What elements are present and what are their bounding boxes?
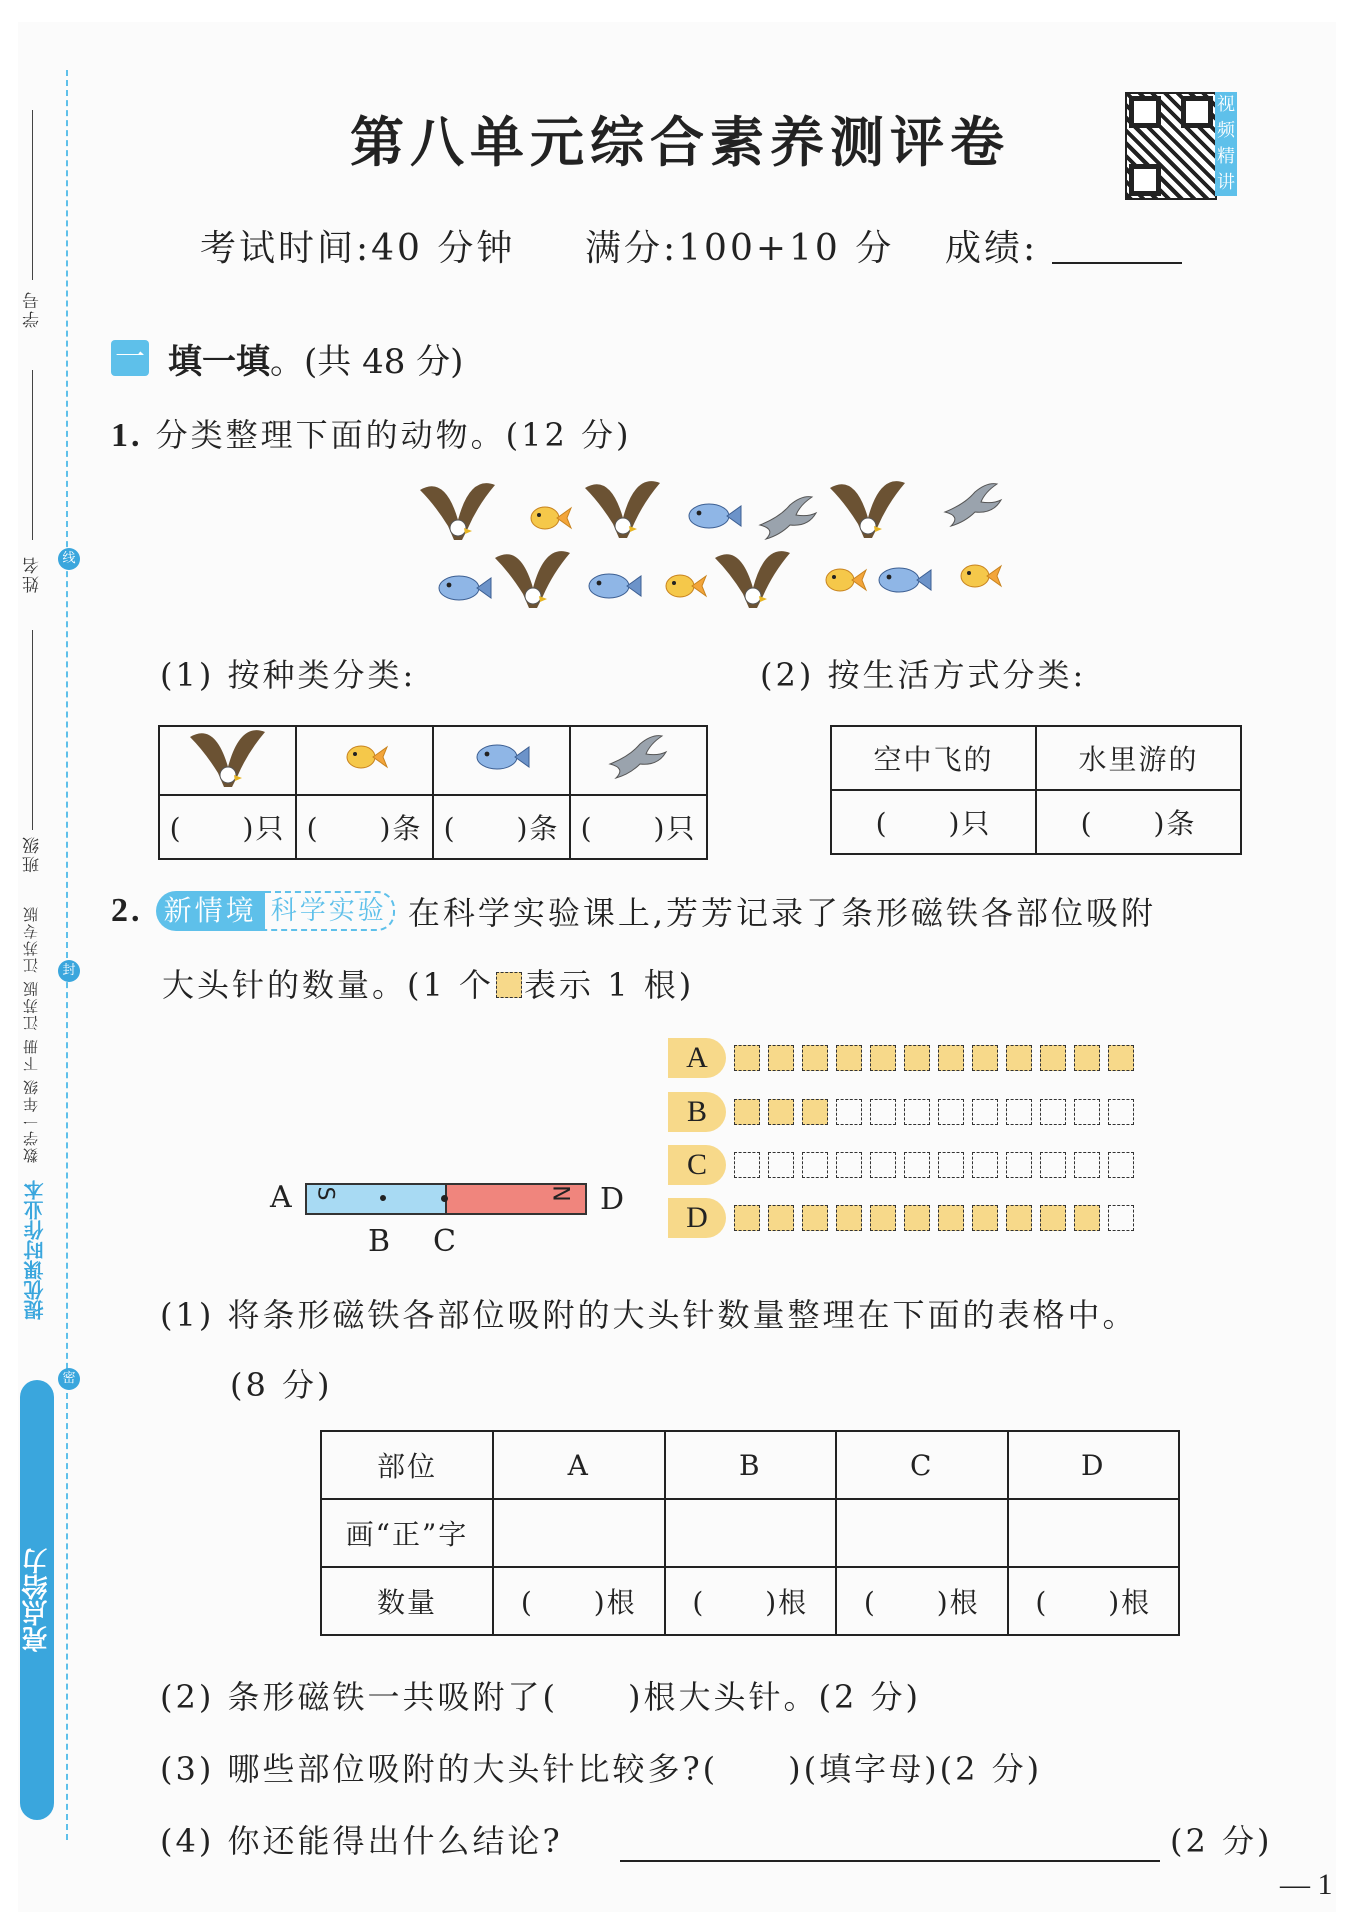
q2-sub4: (4) 你还能得出什么结论? <box>160 1822 563 1860</box>
quantity-cell-d[interactable]: ( )根 <box>1008 1567 1180 1635</box>
pin-square-empty <box>904 1099 930 1125</box>
pin-square-empty <box>870 1099 896 1125</box>
tally-cell-d[interactable] <box>1008 1499 1180 1567</box>
pin-square-filled <box>1040 1045 1066 1071</box>
goldfish-icon <box>531 507 571 529</box>
exam-time: 考试时间:40 分钟 <box>200 228 516 269</box>
eagle-icon <box>715 551 790 608</box>
pin-square-filled <box>1006 1205 1032 1231</box>
eagle-icon <box>190 730 265 787</box>
pin-square-filled <box>904 1045 930 1071</box>
animals-picture <box>400 470 1020 620</box>
pin-row-a <box>668 1038 1142 1078</box>
magnet-label-d: D <box>600 1182 625 1217</box>
pin-square-empty <box>1108 1099 1134 1125</box>
edition-label: 数学一年级 下册 江苏版 江苏专版 <box>22 905 40 1164</box>
q1-sub1: (1) 按种类分类: <box>160 656 417 694</box>
flying-count-cell[interactable]: ( )只 <box>831 790 1036 854</box>
goldfish-count-cell[interactable]: ( )条 <box>296 795 433 859</box>
score-blank[interactable] <box>1052 262 1182 264</box>
pin-square-filled <box>1006 1045 1032 1071</box>
pin-square-filled <box>768 1045 794 1071</box>
swallow-icon <box>760 497 816 539</box>
magnet-label-a: A <box>270 1180 292 1215</box>
header-c: C <box>836 1431 1008 1499</box>
blue-fish-icon <box>879 568 931 592</box>
blue-fish-header <box>433 726 570 795</box>
quantity-cell-c[interactable]: ( )根 <box>836 1567 1008 1635</box>
eagle-count-cell[interactable]: ( )只 <box>159 795 296 859</box>
brand-logo: 亮点给力 <box>20 1380 54 1820</box>
pin-square-filled <box>904 1205 930 1231</box>
pin-square-filled <box>734 1205 760 1231</box>
magnet-table <box>320 1430 1180 1636</box>
pin-square-filled <box>972 1045 998 1071</box>
pin-square-empty <box>734 1152 760 1178</box>
cut-marker-seal: 封 <box>58 960 80 982</box>
quantity-cell-b[interactable]: ( )根 <box>665 1567 837 1635</box>
eagle-icon <box>495 551 570 608</box>
q2-sub1: (1) 将条形磁铁各部位吸附的大头针数量整理在下面的表格中。 <box>160 1296 1138 1334</box>
eagle-header <box>159 726 296 795</box>
pin-square-filled <box>870 1045 896 1071</box>
student-id-label: 学号 <box>23 290 43 328</box>
tally-cell-b[interactable] <box>665 1499 837 1567</box>
eagle-icon <box>585 481 660 538</box>
header-d: D <box>1008 1431 1180 1499</box>
swallow-header <box>570 726 707 795</box>
pin-square-filled <box>938 1205 964 1231</box>
science-tag: 科学实验 <box>265 891 395 931</box>
qr-code[interactable] <box>1125 92 1217 200</box>
pin-row-label: B <box>668 1092 726 1132</box>
swallow-icon <box>610 736 666 778</box>
pin-square-filled <box>1074 1045 1100 1071</box>
pin-square-filled <box>836 1045 862 1071</box>
score-label: 成绩: <box>945 228 1039 269</box>
blue-fish-icon <box>477 745 529 769</box>
magnet-label-c: C <box>433 1224 456 1259</box>
pin-square-filled <box>802 1099 828 1125</box>
eagle-icon <box>420 483 495 540</box>
pin-square-empty <box>938 1152 964 1178</box>
pin-square-filled <box>1040 1205 1066 1231</box>
pin-square-filled <box>870 1205 896 1231</box>
flying-header: 空中飞的 <box>831 726 1036 790</box>
pin-square-empty <box>972 1099 998 1125</box>
pin-square-filled <box>1074 1205 1100 1231</box>
goldfish-header <box>296 726 433 795</box>
species-table <box>158 725 708 860</box>
magnet-n-letter: N <box>547 1185 573 1202</box>
pin-square-empty <box>768 1152 794 1178</box>
eagle-icon <box>830 481 905 538</box>
goldfish-icon <box>961 565 1001 587</box>
goldfish-icon <box>666 575 706 597</box>
tally-cell-a[interactable] <box>493 1499 665 1567</box>
question-1: 1. 分类整理下面的动物。(12 分) <box>111 416 632 454</box>
student-id-line <box>32 110 33 280</box>
pin-square-empty <box>1040 1099 1066 1125</box>
blue-fish-icon <box>689 504 741 528</box>
quantity-label: 数量 <box>321 1567 493 1635</box>
question-2-line2: 大头针的数量。(1 个 表示 1 根) <box>162 966 695 1004</box>
class-label: 班级 <box>23 835 43 873</box>
pin-square-filled <box>768 1099 794 1125</box>
goldfish-icon <box>347 746 387 768</box>
pin-row-label: D <box>668 1198 726 1238</box>
name-line <box>32 370 33 540</box>
pin-square-filled <box>768 1205 794 1231</box>
pin-square-empty <box>938 1099 964 1125</box>
name-label: 姓名 <box>23 555 43 593</box>
pin-square-empty <box>1040 1152 1066 1178</box>
pin-square-empty <box>836 1099 862 1125</box>
pin-square-empty <box>802 1152 828 1178</box>
pin-square-empty <box>1074 1099 1100 1125</box>
swimming-count-cell[interactable]: ( )条 <box>1036 790 1241 854</box>
pin-square-empty <box>904 1152 930 1178</box>
section-heading: 填一填。(共 48 分) <box>168 342 464 382</box>
pin-square-empty <box>1074 1152 1100 1178</box>
header-a: A <box>493 1431 665 1499</box>
pin-row-d <box>668 1198 1142 1238</box>
blue-fish-icon <box>589 574 641 598</box>
pin-square-empty <box>972 1152 998 1178</box>
page-number: — 1 <box>1280 1868 1333 1901</box>
blue-fish-count-cell[interactable]: ( )条 <box>433 795 570 859</box>
pin-square-empty <box>870 1152 896 1178</box>
pin-square-empty <box>1006 1099 1032 1125</box>
lifestyle-table <box>830 725 1242 855</box>
class-line <box>32 630 33 830</box>
question-2: 2. 新情境 科学实验 在科学实验课上,芳芳记录了条形磁铁各部位吸附 <box>111 892 1157 932</box>
point-c-dot <box>441 1195 448 1202</box>
swimming-header: 水里游的 <box>1036 726 1241 790</box>
pin-square-filled <box>734 1045 760 1071</box>
pin-square-filled <box>938 1045 964 1071</box>
q2-sub4-points: (2 分) <box>1170 1822 1273 1860</box>
pin-square-filled <box>802 1045 828 1071</box>
tally-cell-c[interactable] <box>836 1499 1008 1567</box>
q1-sub2: (2) 按生活方式分类: <box>760 656 1087 694</box>
q2-sub1-points: (8 分) <box>230 1366 333 1404</box>
point-b-dot <box>380 1195 386 1201</box>
magnet-s-letter: S <box>312 1186 338 1201</box>
pin-square-empty <box>1108 1152 1134 1178</box>
pin-square-filled <box>734 1099 760 1125</box>
tally-label: 画“正”字 <box>321 1499 493 1567</box>
quantity-cell-a[interactable]: ( )根 <box>493 1567 665 1635</box>
magnet-label-b: B <box>368 1224 391 1259</box>
new-context-tag: 新情境 <box>156 891 265 931</box>
pin-square-filled <box>836 1205 862 1231</box>
cut-marker-line: 线 <box>58 548 80 570</box>
pin-square-filled <box>802 1205 828 1231</box>
header-b: B <box>665 1431 837 1499</box>
conclusion-blank[interactable] <box>620 1860 1160 1862</box>
cut-line <box>66 70 68 1840</box>
qr-video-tag[interactable]: 视频精讲 <box>1215 92 1237 196</box>
q2-sub3: (3) 哪些部位吸附的大头针比较多?( )(填字母)(2 分) <box>160 1750 1043 1788</box>
pin-square-empty <box>1006 1152 1032 1178</box>
pin-square-filled <box>1108 1045 1134 1071</box>
pin-row-label: A <box>668 1038 726 1078</box>
pin-row-b <box>668 1092 1142 1132</box>
blue-fish-icon <box>439 576 491 600</box>
q2-sub2: (2) 条形磁铁一共吸附了( )根大头针。(2 分) <box>160 1678 921 1716</box>
full-score: 满分:100+10 分 <box>585 228 895 269</box>
pin-row-c <box>668 1145 1142 1185</box>
goldfish-icon <box>826 569 866 591</box>
page-title: 第八单元综合素养测评卷 <box>350 110 1010 174</box>
part-header: 部位 <box>321 1431 493 1499</box>
cut-marker-secret: 密 <box>58 1368 80 1390</box>
swallow-count-cell[interactable]: ( )只 <box>570 795 707 859</box>
pin-square-empty <box>1108 1205 1134 1231</box>
pin-square-filled <box>972 1205 998 1231</box>
swallow-icon <box>945 484 1001 526</box>
pin-square-empty <box>836 1152 862 1178</box>
brand-subtitle: 提优课时作业本 <box>23 1180 47 1320</box>
square-legend-icon <box>496 972 522 998</box>
pin-row-label: C <box>668 1145 726 1185</box>
section-number: 一 <box>111 340 149 376</box>
